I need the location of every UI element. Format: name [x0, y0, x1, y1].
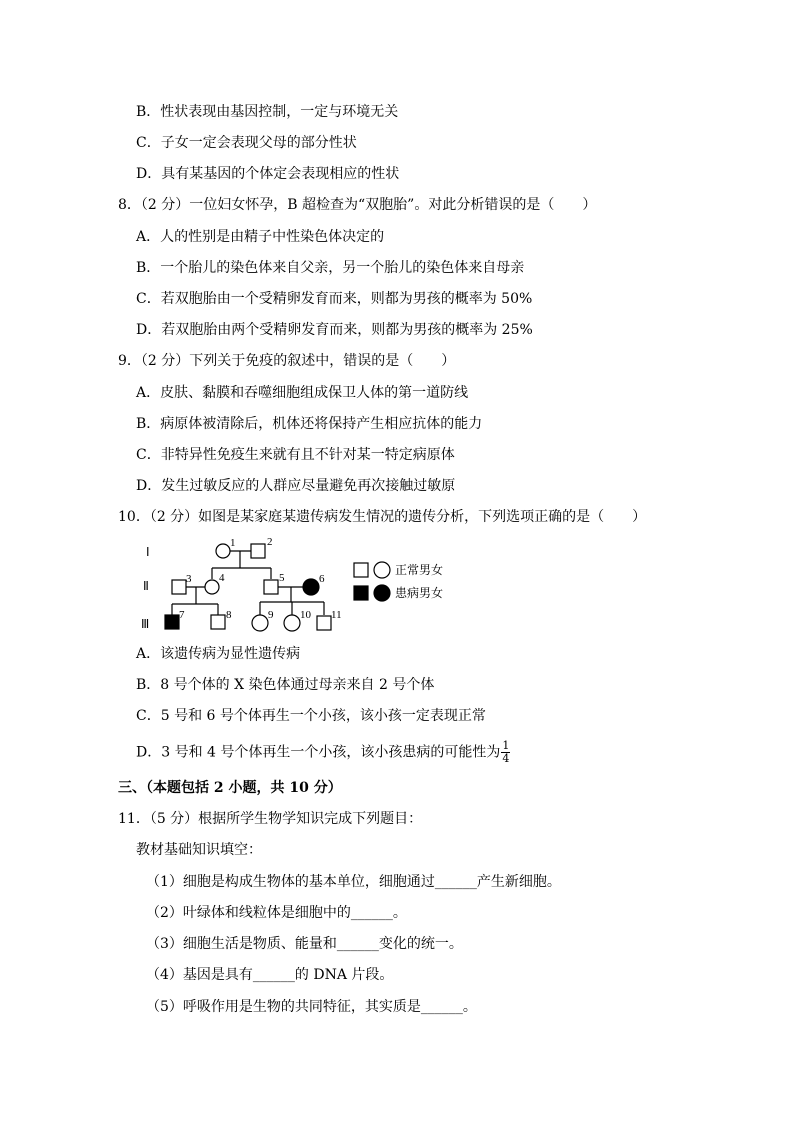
q7-option-c: C．子女一定会表现父母的部分性状 [136, 135, 357, 151]
q10-option-c: C．5 号和 6 号个体再生一个小孩，该小孩一定表现正常 [136, 708, 486, 724]
individual-number-9: 9 [268, 609, 274, 621]
individual-8-male [211, 615, 225, 629]
individual-3-male [172, 580, 186, 594]
individual-number-8: 8 [226, 609, 232, 621]
individual-1-female [216, 544, 230, 558]
individual-5-male [264, 580, 278, 594]
q9-option-a: A．皮肤、黏膜和吞噬细胞组成保卫人体的第一道防线 [136, 385, 469, 401]
q10-option-d [136, 740, 510, 765]
q11-item-2: （2）叶绿体和线粒体是细胞中的______。 [146, 905, 407, 921]
q10-option-d-text: D．3 号和 4 号个体再生一个小孩，该小孩患病的可能性为 [136, 744, 501, 761]
individual-10-female [284, 615, 300, 631]
legend-affected-female-icon [374, 585, 390, 601]
individual-number-10: 10 [300, 609, 311, 621]
fraction-denominator: 4 [502, 752, 510, 765]
legend-normal-male-icon [354, 563, 368, 577]
individual-number-6: 6 [319, 573, 325, 585]
fraction-numerator: 1 [502, 739, 510, 752]
section-3-heading: 三、（本题包括 2 小题，共 10 分） [118, 780, 342, 796]
individual-9-female [252, 615, 268, 631]
individual-number-2: 2 [267, 536, 273, 548]
q11-intro: 教材基础知识填空： [136, 842, 262, 858]
q9-option-d: D．发生过敏反应的人群应尽量避免再次接触过敏原 [136, 478, 456, 494]
q8-option-b: B．一个胎儿的染色体来自父亲，另一个胎儿的染色体来自母亲 [136, 260, 525, 276]
q10-option-d-fraction [501, 740, 510, 765]
individual-number-1: 1 [230, 537, 236, 549]
q10-option-a: A．该遗传病为显性遗传病 [136, 646, 301, 662]
individual-number-7: 7 [179, 609, 185, 621]
q11-stem: 11．（5 分）根据所学生物学知识完成下列题目： [118, 811, 423, 827]
q8-option-d: D．若双胞胎由两个受精卵发育而来，则都为男孩的概率为 25% [136, 322, 533, 338]
generation-label-3: Ⅲ [141, 617, 150, 631]
q11-item-1: （1）细胞是构成生物体的基本单位，细胞通过______产生新细胞。 [146, 874, 561, 890]
q7-option-b: B．性状表现由基因控制，一定与环境无关 [136, 104, 399, 120]
q10-option-b: B．8 号个体的 X 染色体通过母亲来自 2 号个体 [136, 677, 435, 693]
individual-2-male [251, 544, 265, 558]
q9-option-c: C．非特异性免疫生来就有且不针对某一特定病原体 [136, 447, 455, 463]
generation-label-2: Ⅱ [143, 579, 149, 593]
q11-item-3: （3）细胞生活是物质、能量和______变化的统一。 [146, 936, 463, 952]
legend-affected-male-icon [354, 586, 368, 600]
legend-normal-label: 正常男女 [395, 563, 444, 577]
individual-number-5: 5 [279, 572, 285, 584]
individual-number-11: 11 [331, 609, 342, 621]
q8-option-c: C．若双胞胎由一个受精卵发育而来，则都为男孩的概率为 50% [136, 291, 533, 307]
q11-item-5: （5）呼吸作用是生物的共同特征，其实质是______。 [146, 999, 477, 1015]
individual-11-male [317, 616, 331, 630]
q7-option-d: D．具有某基因的个体定会表现相应的性状 [136, 166, 400, 182]
individual-number-4: 4 [219, 572, 225, 584]
q11-item-4: （4）基因是具有______的 DNA 片段。 [146, 967, 394, 983]
individual-number-3: 3 [186, 573, 192, 585]
generation-label-1: Ⅰ [146, 545, 150, 559]
individual-7-male-affected [165, 615, 179, 629]
q8-stem: 8．（2 分）一位妇女怀孕，B 超检查为“双胞胎”。对此分析错误的是（ ） [118, 197, 597, 213]
pedigree-diagram [138, 536, 478, 640]
q8-option-a: A．人的性别是由精子中性染色体决定的 [136, 229, 385, 245]
individual-6-female-affected [303, 579, 319, 595]
individual-4-female [205, 580, 219, 594]
legend-affected-label: 患病男女 [395, 586, 444, 600]
q10-stem: 10．（2 分）如图是某家庭某遗传病发生情况的遗传分析，下列选项正确的是（ ） [118, 509, 647, 525]
q9-option-b: B．病原体被清除后，机体还将保持产生相应抗体的能力 [136, 416, 483, 432]
legend-normal-female-icon [374, 562, 390, 578]
q9-stem: 9．（2 分）下列关于免疫的叙述中，错误的是（ ） [118, 353, 456, 369]
